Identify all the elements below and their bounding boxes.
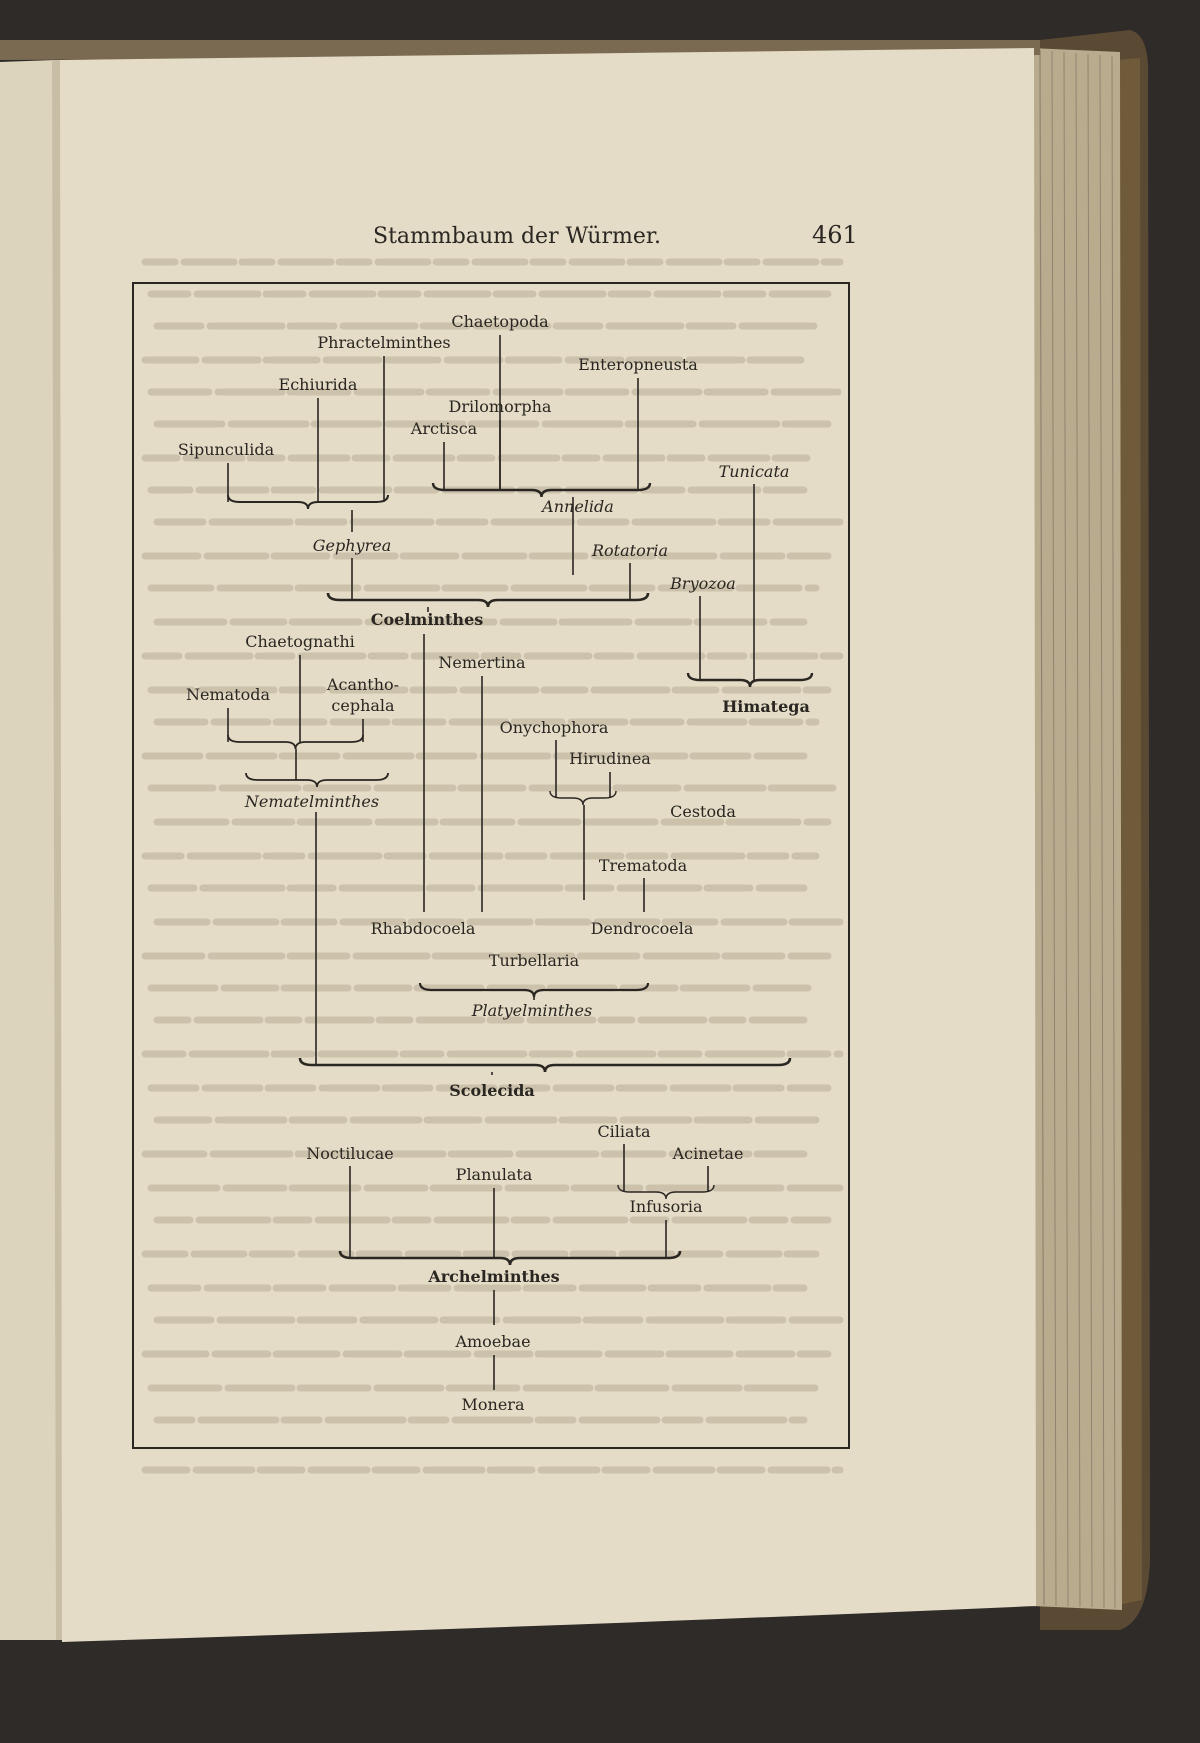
label-platyelminthes: Platyelminthes: [471, 1001, 593, 1020]
label-gephyrea: Gephyrea: [312, 536, 392, 555]
label-nematelminthes: Nematelminthes: [244, 792, 380, 811]
label-acanthocephala-2: cephala: [331, 696, 395, 715]
left-page: [0, 60, 58, 1640]
label-chaetognathi: Chaetognathi: [245, 632, 355, 651]
label-bryozoa: Bryozoa: [670, 574, 736, 593]
label-onychophora: Onychophora: [499, 718, 609, 737]
label-phractelminthes: Phractelminthes: [317, 333, 451, 352]
label-chaetopoda: Chaetopoda: [451, 312, 549, 331]
label-rhabdocoela: Rhabdocoela: [370, 919, 476, 938]
label-monera: Monera: [461, 1395, 525, 1414]
page-edges: [1030, 48, 1122, 1610]
label-himatega: Himatega: [722, 697, 810, 716]
label-trematoda: Trematoda: [598, 856, 688, 875]
label-rotatoria: Rotatoria: [591, 541, 669, 560]
label-dendrocoela: Dendrocoela: [590, 919, 694, 938]
running-head: Stammbaum der Würmer.: [373, 224, 661, 249]
label-ciliata: Ciliata: [597, 1122, 651, 1141]
label-arctisca: Arctisca: [410, 419, 478, 438]
label-drilomorpha: Drilomorpha: [448, 397, 552, 416]
label-coelminthes: Coelminthes: [370, 610, 484, 629]
label-archelminthes: Archelminthes: [428, 1267, 560, 1286]
label-enteropneusta: Enteropneusta: [578, 355, 698, 374]
label-scolecida: Scolecida: [449, 1081, 535, 1100]
label-hirudinea: Hirudinea: [569, 749, 651, 768]
label-planulata: Planulata: [455, 1165, 533, 1184]
label-echiurida: Echiurida: [278, 375, 358, 394]
label-cestoda: Cestoda: [670, 802, 736, 821]
label-nemertina: Nemertina: [438, 653, 526, 672]
page-number: 461: [812, 221, 858, 249]
label-turbellaria: Turbellaria: [488, 951, 580, 970]
label-infusoria: Infusoria: [629, 1197, 703, 1216]
label-annelida: Annelida: [542, 497, 614, 516]
label-acinetae: Acinetae: [672, 1144, 744, 1163]
label-tunicata: Tunicata: [718, 462, 790, 481]
label-sipunculida: Sipunculida: [177, 440, 275, 459]
label-nematoda: Nematoda: [185, 685, 271, 704]
label-acanthocephala-1: Acantho-: [326, 675, 400, 694]
right-page: [60, 48, 1036, 1642]
label-amoebae: Amoebae: [455, 1332, 531, 1351]
label-noctilucae: Noctilucae: [306, 1144, 394, 1163]
